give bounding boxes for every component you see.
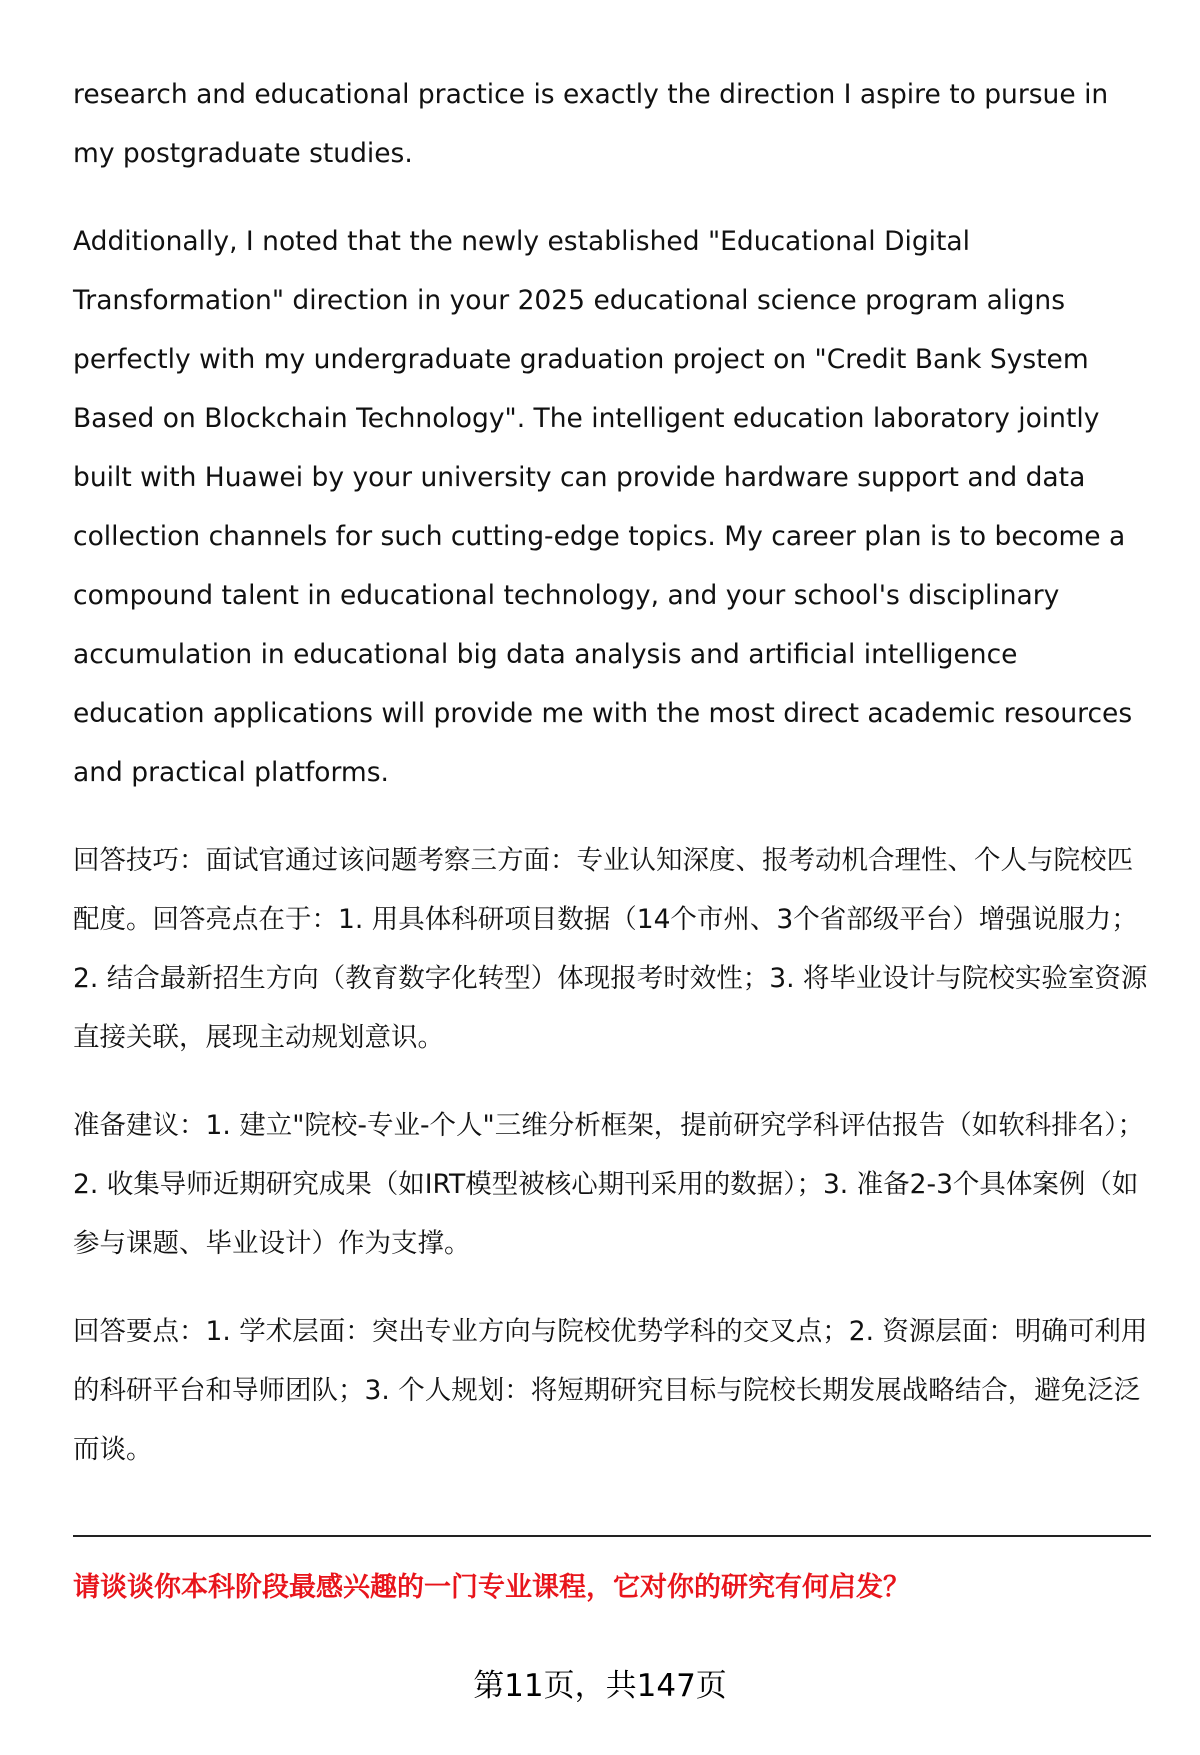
document-body <box>73 65 1153 1508</box>
paragraph-intro-end: research and educational practice is exactly the direction I aspire to pursue in my postgraduate studies. <box>73 79 1109 169</box>
page-number: 第11页，共147页 <box>473 1668 727 1704</box>
paragraph-additionally: Additionally, I noted that the newly established "Educational Digital Transformation" direction in your 2025 educational science program aligns perfectly with my undergraduate graduation project on "Credit Bank System Based on Blockchain Technology". The intelligent education laboratory jointly built with Huawei by your university can provide hardware support and data collection channels for such cutting-edge topics. My career plan is to become a compound talent in educational technology, and your school's disciplinary accumulation in educational big data analysis and artificial intelligence education applications will provide me with the most direct academic resources and practical platforms. <box>73 226 1133 788</box>
paragraph-answer-points: 回答要点：1. 学术层面：突出专业方向与院校优势学科的交叉点；2. 资源层面：明确可利用的科研平台和导师团队；3. 个人规划：将短期研究目标与院校长期发展战略结合，避免泛泛而谈。 <box>73 1316 1148 1465</box>
paragraph-preparation-advice: 准备建议：1. 建立"院校-专业-个人"三维分析框架，提前研究学科评估报告（如软科排名）；2. 收集导师近期研究成果（如IRT模型被核心期刊采用的数据）；3. 准备2-3个具体案例（如参与课题、毕业设计）作为支撑。 <box>73 1110 1144 1259</box>
question-heading: 请谈谈你本科阶段最感兴趣的一门专业课程，它对你的研究有何启发？ <box>73 1572 910 1603</box>
divider <box>73 1535 1151 1537</box>
paragraph-answer-tips: 回答技巧：面试官通过该问题考察三方面：专业认知深度、报考动机合理性、个人与院校匹配度。回答亮点在于：1. 用具体科研项目数据（14个市州、3个省部级平台）增强说服力；2. 结合最新招生方向（教育数字化转型）体现报考时效性；3. 将毕业设计与院校实验室资源直接关联，展现主动规划意识。 <box>73 845 1148 1053</box>
